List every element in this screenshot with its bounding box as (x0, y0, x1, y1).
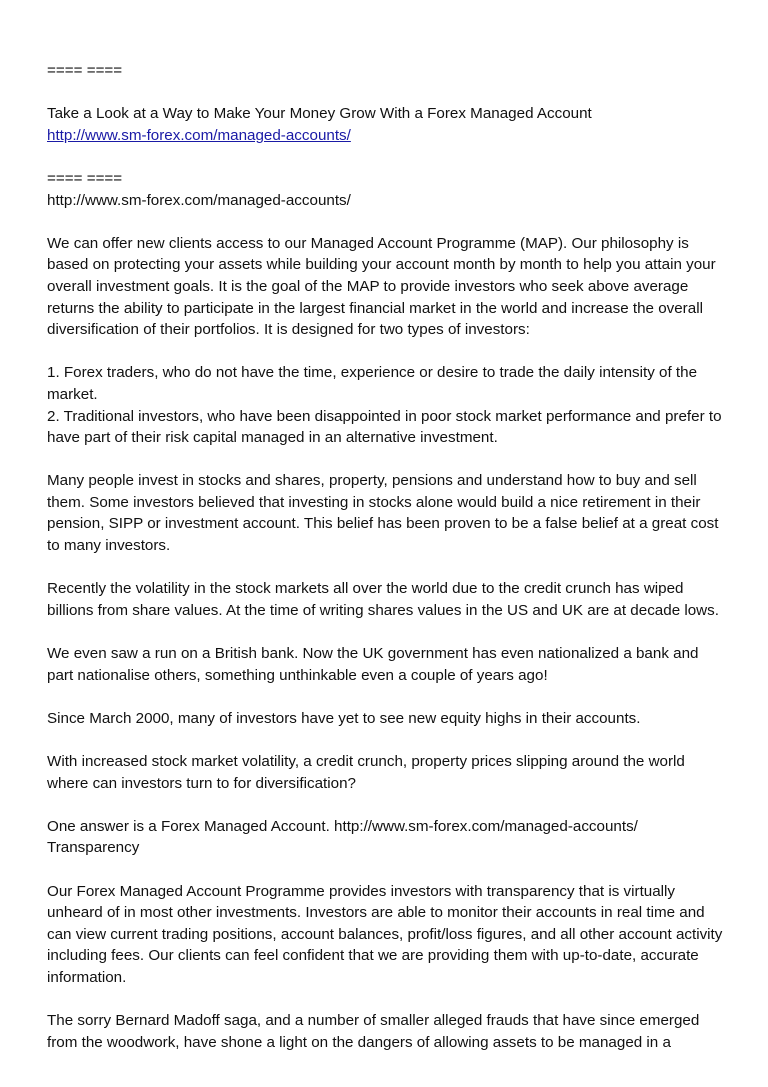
spacer (47, 686, 727, 708)
spacer (47, 82, 727, 104)
paragraph-march-2000: Since March 2000, many of investors have yet to see new equity highs in their accounts. (47, 709, 641, 727)
separator-line: ==== ==== (47, 62, 123, 79)
list-item-traditional-investors: 2. Traditional investors, who have been disappointed in poor stock market performance and prefer to have part of their risk capital managed in an alternative investment. (47, 407, 722, 447)
paragraph-madoff: The sorry Bernard Madoff saga, and a number of smaller alleged frauds that have since emerged from the woodwork, have shone a light on the dangers of allowing assets to be managed in a (47, 1012, 700, 1051)
article-link[interactable]: http://www.sm-forex.com/managed-accounts/ (47, 126, 351, 144)
article-title: Take a Look at a Way to Make Your Money Grow With a Forex Managed Account (47, 105, 592, 123)
spacer (47, 859, 727, 881)
paragraph-stocks: Many people invest in stocks and shares, property, pensions and understand how to buy and sell them. Some investors believed that investing in stocks alone would build a nice retirement in their pension, SIPP or investment account. This belief has been proven to be a false belief at a great cost to many investors. (47, 472, 719, 555)
spacer (47, 729, 727, 751)
spacer (47, 794, 727, 816)
spacer (47, 341, 727, 363)
document-page (47, 60, 727, 1053)
paragraph-intro: We can offer new clients access to our Managed Account Programme (MAP). Our philosophy is based on protecting your assets while building your account month by month to help you attain your overall investment goals. It is the goal of the MAP to provide investors who seek above average returns the ability to participate in the largest financial market in the world and increase the overall diversification of their portfolios. It is designed for two types of investors: (47, 234, 716, 339)
spacer (47, 989, 727, 1011)
separator-line: ==== ==== (47, 169, 123, 187)
spacer (47, 146, 727, 168)
spacer (47, 557, 727, 579)
paragraph-one-answer: One answer is a Forex Managed Account. http://www.sm-forex.com/managed-accounts/ (47, 817, 638, 835)
paragraph-volatility: Recently the volatility in the stock markets all over the world due to the credit crunch has wiped billions from share values. At the time of writing shares values in the US and UK are at decade lows. (47, 580, 719, 619)
spacer (47, 621, 727, 643)
paragraph-diversification: With increased stock market volatility, a credit crunch, property prices slipping around the world where can investors turn to for diversification? (47, 753, 685, 792)
list-item-forex-traders: 1. Forex traders, who do not have the time, experience or desire to trade the daily intensity of the market. (47, 364, 698, 403)
source-url: http://www.sm-forex.com/managed-accounts/ (47, 191, 351, 209)
section-heading-transparency: Transparency (47, 839, 140, 857)
paragraph-bank-run: We even saw a run on a British bank. Now the UK government has even nationalized a bank and part nationalise others, something unthinkable even a couple of years ago! (47, 645, 699, 684)
spacer (47, 211, 727, 233)
paragraph-transparency: Our Forex Managed Account Programme provides investors with transparency that is virtually unheard of in most other investments. Investors are able to monitor their accounts in real time and can view current trading positions, account balances, profit/loss figures, and all other account activity including fees. Our clients can feel confident that we are providing them with up-to-date, accurate information. (47, 882, 723, 986)
spacer (47, 449, 727, 471)
